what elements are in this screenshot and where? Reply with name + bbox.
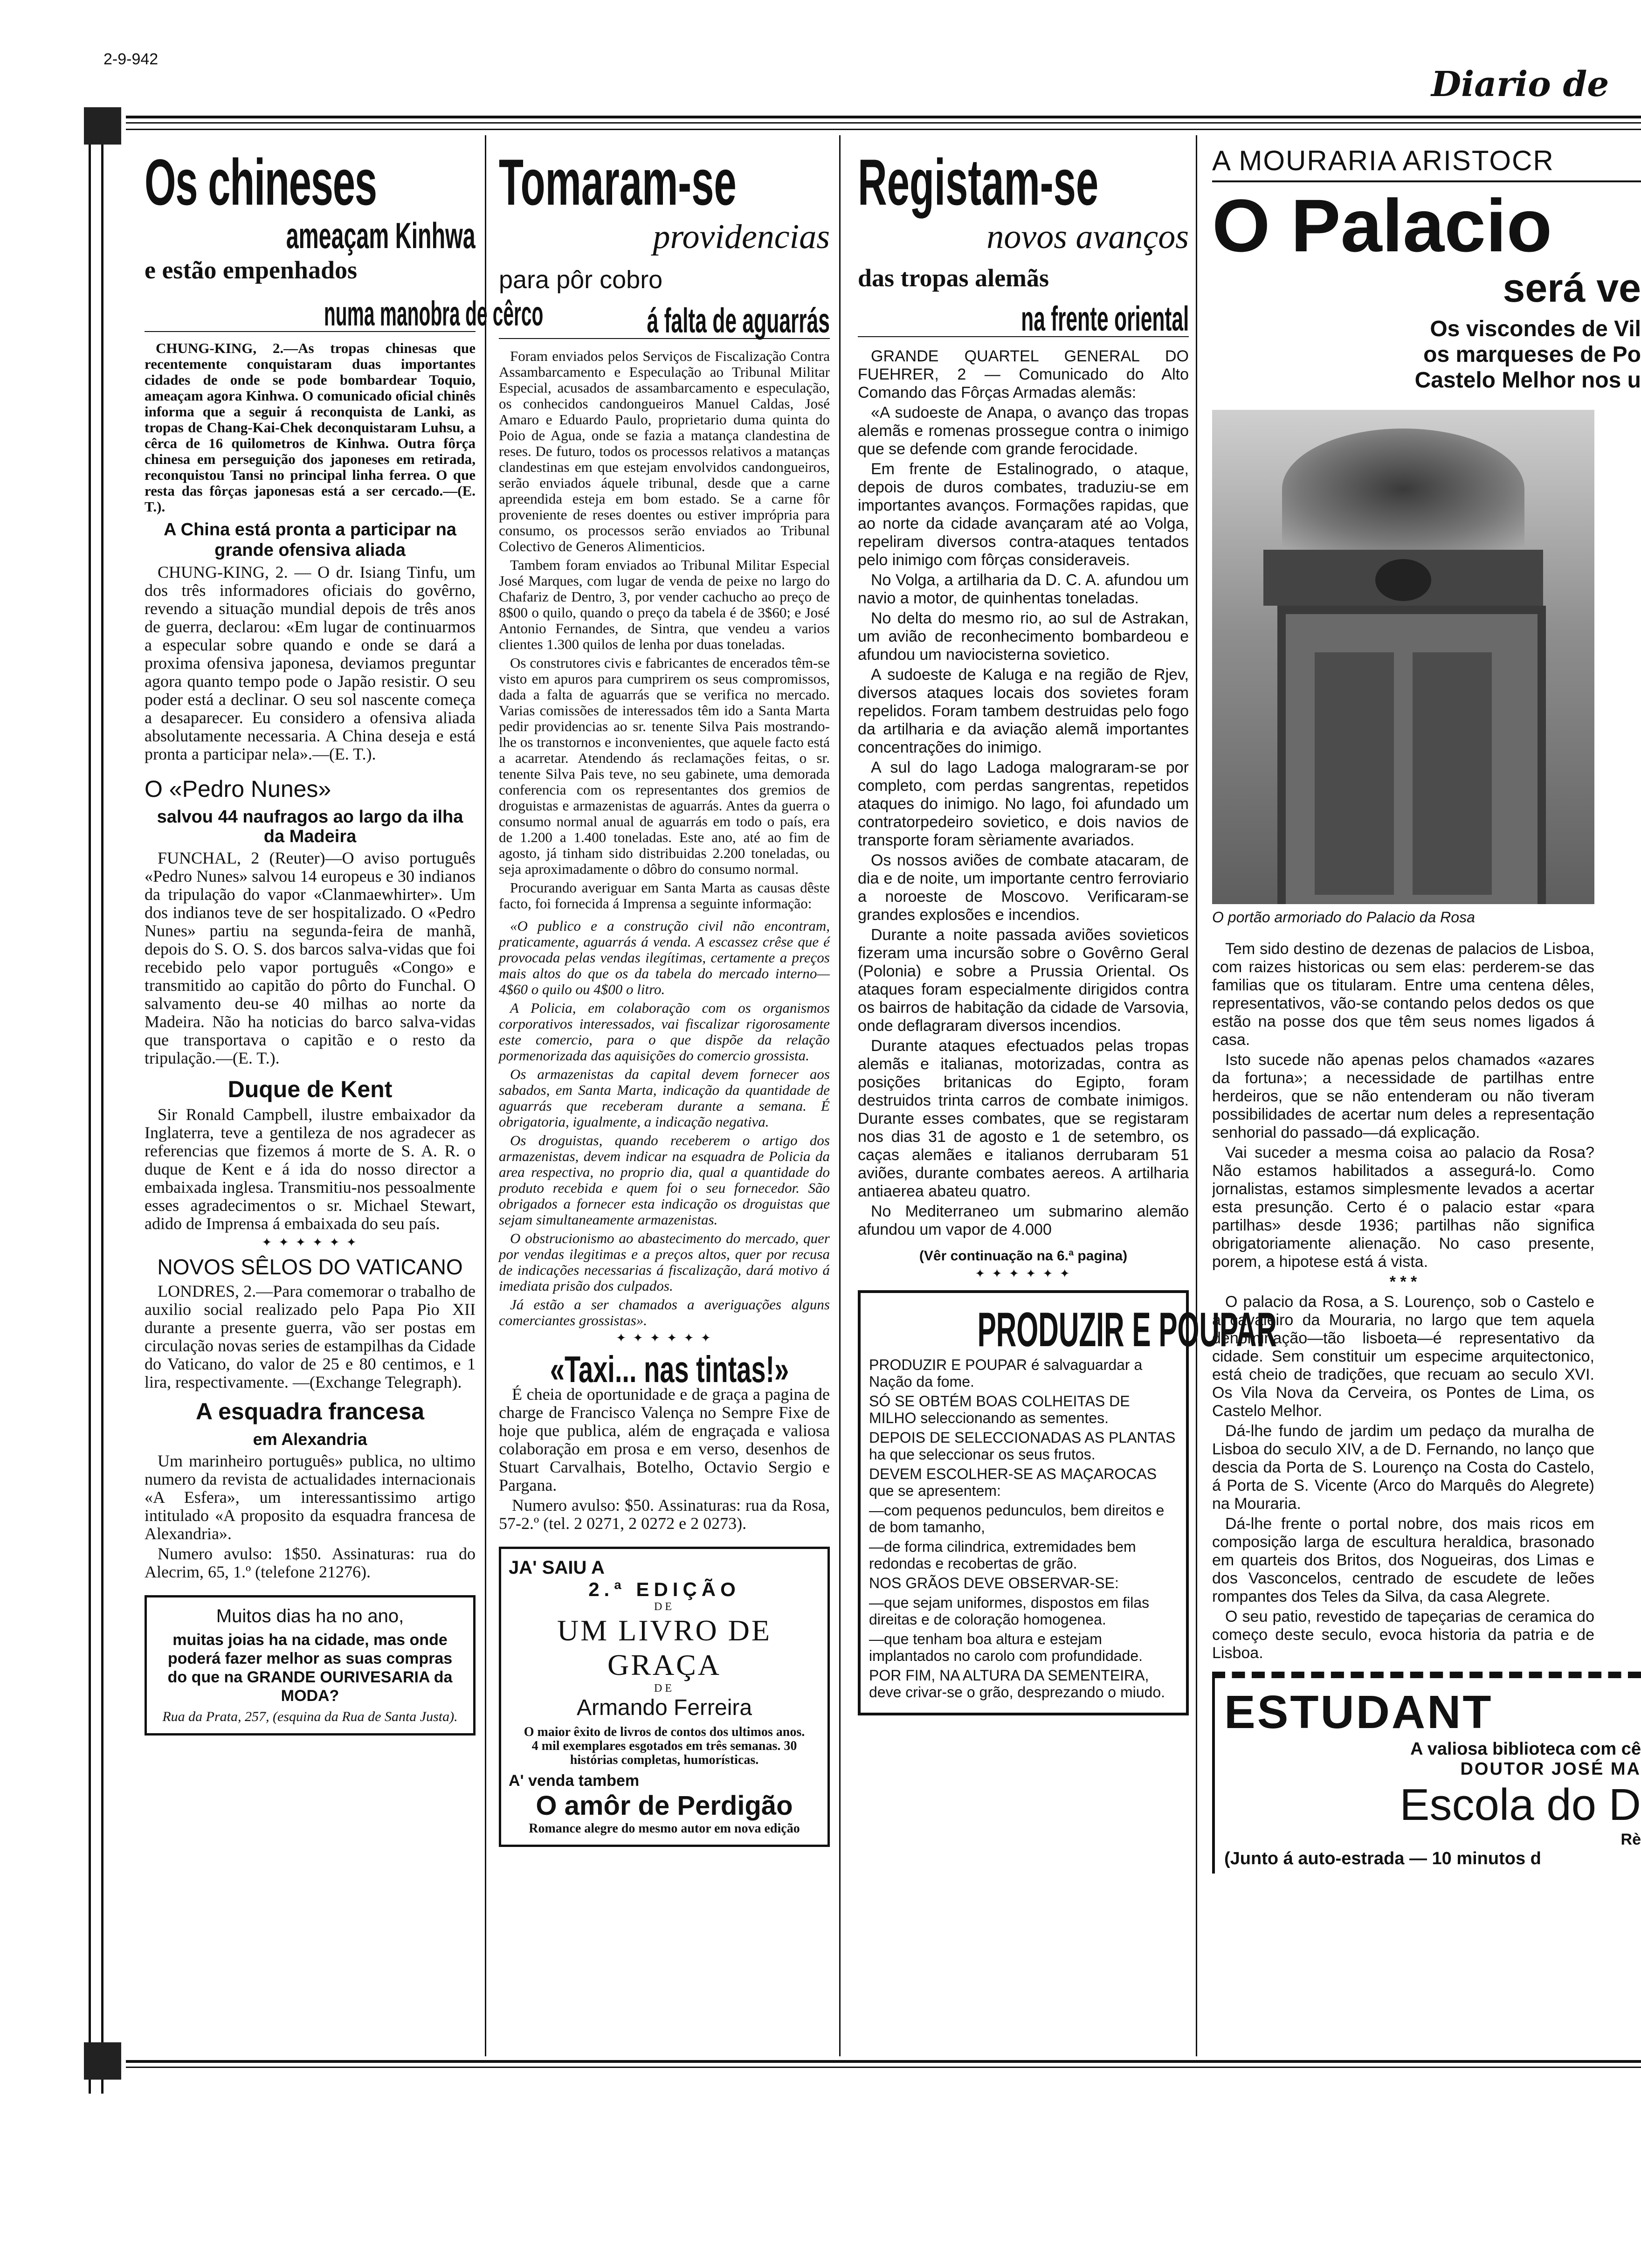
headline-chineses: Os chineses bbox=[145, 145, 377, 219]
palace-gate-photo bbox=[1212, 410, 1594, 904]
continuation-note: (Vêr continuação na 6.ª pagina) bbox=[919, 1248, 1128, 1264]
subhead-frente-oriental: na frente oriental bbox=[858, 299, 1189, 337]
jewelry-ad-line1: Muitos dias ha no ano, bbox=[216, 1606, 404, 1626]
book-ad-author: Armando Ferreira bbox=[576, 1695, 752, 1720]
subhead-providencias: providencias bbox=[653, 218, 830, 256]
book-ad bbox=[499, 1547, 830, 1847]
book-ad-ja-saiu: JA' SAIU A bbox=[509, 1557, 605, 1578]
subhead-empenhados: e estão empenhados bbox=[145, 256, 357, 284]
estudante-ad-heading: ESTUDANT bbox=[1224, 1686, 1493, 1738]
story-pedro-nunes-heading: O «Pedro Nunes» bbox=[145, 776, 331, 802]
subhead-por-cobro: para pôr cobro bbox=[499, 266, 663, 294]
estudante-ad-line3b: Rè bbox=[1620, 1831, 1641, 1848]
taxi-body: É cheia de oportunidade e de graça a pagina de charge de Francisco Valença no Sempre Fixe de hoje que publica, além de engraçada e valiosa colaboração em prosa e em verso, desenhos de Stuart Carvalhais, Botelho, Octavio Sergio e Pargana. Numero avulso: $50. Assinaturas: rua da Rosa, 57-2.º (tel. 2 0271, 2 0272 e 2 0273). bbox=[499, 1385, 830, 1533]
top-rule-2 bbox=[126, 122, 1641, 124]
story-vaticano-heading: NOVOS SÊLOS DO VATICANO bbox=[157, 1255, 463, 1279]
column-rule-1 bbox=[485, 135, 486, 2056]
ornament-divider: ✦ ✦ ✦ ✦ ✦ ✦ bbox=[262, 1236, 359, 1249]
aguarras-notice: «O publico e a construção civil não encontram, praticamente, aguarrás á venda. A escassez crêse que é provocada pelas vendas ilegítimas, certamente a preços mais altos do que os da tabela do mercado interno—4$60 o quilo ou 4$00 o litro. A Policia, em colaboração com os organismos corporativos interessados, vai fiscalizar rigorosamente este comercio, para o que dispõe da relação pormenorizada das aquisições do comercio grossista. Os armazenistas da capital devem fornecer aos sabados, em Santa Marta, indicação da quantidade de aguarrás que receberam durante a semana. É obrigatoria, igualmente, a indicação negativa. Os droguistas, quando receberem o artigo dos armazenistas, devem indicar na esquadra de Policia da area respectiva, no proprio dia, qual a quantidade do produto recebida e quem foi o seu fornecedor. São obrigados a fornecer esta indicação os droguistas que sejam simultaneamente armazenistas. O obstrucionismo ao abastecimento do mercado, quer por vendas ilegitimas e a preços altos, quer por recusa de indicações necessarias á fiscalização, dará motivo á imediata prisão dos culpados. Já estão a ser chamados a averiguações alguns comerciantes grossistas». bbox=[499, 918, 830, 1328]
frente-oriental-body: GRANDE QUARTEL GENERAL DO FUEHRER, 2 — Comunicado do Alto Comando das Fôrças Armadas alemãs: «A sudoeste de Anapa, o avanço das tropas alemãs e romenas prossegue contra o inimigo que se defende com grande ferocidade. Em frente de Estalinogrado, o ataque, depois de duros combates, traduziu-se em importantes avanços. Formações rapidas, que ao norte da cidade avançaram até ao Volga, repeliram diversos contra-ataques tentados pelo inimigo com fôrças consideraveis. No Volga, a artilharia da D. C. A. afundou um navio a motor, de quinhentas toneladas. No delta do mesmo rio, ao sul de Astrakan, um avião de reconhecimento bombardeou e afundou um naviocisterna sovietico. A sudoeste de Kaluga e na região de Rjev, diversos ataques locais dos sovietes foram repelidos. Foram tambem destruidas pelo fogo da artilharia e da aviação alemã importantes concentrações do inimigo. A sul do lago Ladoga malograram-se por completo, com perdas sangrentas, repetidos ataques do inimigo. No lago, foi afundado um contratorpedeiro sovietico, e dois navios de transporte foram sèriamente avariados. Os nossos aviões de combate atacaram, de dia e de noite, um importante centro ferroviario a noroeste de Moscovo. Verificaram-se grandes explosões e incendios. Durante a noite passada aviões sovieticos fizeram uma incursão sobre o Govêrno Geral (Polonia) e sobre a Prussia Oriental. Os ataques foram especialmente dirigidos contra os bairros de habitação da cidade de Varsovia, onde deflagraram diversos incendios. Durante ataques efectuados pelas tropas alemãs e italianas, motorizadas, contra as posições britanicas do Egipto, foram destruidos trinta carros de combate inimigos. Durante esses combates, que se registaram nos dias 31 de agosto e 1 de setembro, os caças alemães e italianos derrubaram 51 aviões, durante combates aereos. A artilharia antiaerea abateu quatro. No Mediterraneo um submarino alemão afundou um vapor de 4.000 bbox=[858, 347, 1189, 1238]
story-duque-kent-heading: Duque de Kent bbox=[228, 1076, 393, 1102]
photo-caption: O portão armoriado do Palacio da Rosa bbox=[1212, 909, 1475, 926]
story-china-heading: A China está pronta a participar na grande ofensiva aliada bbox=[164, 520, 456, 560]
top-rule-1 bbox=[126, 116, 1641, 118]
bottom-rule-2 bbox=[126, 2067, 1641, 2068]
kicker-rule bbox=[1212, 180, 1641, 182]
deck-marqueses: os marqueses de Po bbox=[1423, 342, 1641, 367]
palacio-body: Tem sido destino de dezenas de palacios de Lisboa, com raizes historicas ou sem elas: perderem-se das familias que os titularam. Entre uma centena dêles, representativos, vão-se contando pelos dedos os que estão na posse dos que têm seus nomes ligados á casa. Isto sucede não apenas pelos chamados «azares da fortuna»; a necessidade de partilhas entre herdeiros, que se não entenderam ou não tiveram possibilidades de acertar num deles a representação senhorial do passado—dá explicação. Vai suceder a mesma coisa ao palacio da Rosa? Não estamos habilitados a assegurá-lo. Como jornalistas, estamos simplesmente levados a acertar esta presunção. Certo é o palacio estar «para partilhas» desde 1936; partilhas não significa obrigatoriamente alienação. No caso presente, porem, a hipotese está á vista. * * * O palacio da Rosa, a S. Lourenço, sob o Castelo e a cavaleiro da Mouraria, no largo que tem aquela denominação—tão lisboeta—é representativo da cidade. Sem constituir um especime arquitectonico, está cheio de tradições, que recuam ao seculo XVI. Os Vila Nova da Cerveira, os Pontes de Lima, os Castelo Melhor. Dá-lhe fundo de jardim um pedaço da muralha de Lisboa do seculo XIV, a de D. Fernando, no lanço que descia da Porta de S. Lourenço na Costa do Castelo, á Porta de S. Vicente (Arco do Marquês do Alegrete) na Mouraria. Dá-lhe frente o portal nobre, dos mais ricos em composição larga de escultura heraldica, brasonado em quarteis dos Britos, dos Nogueiras, dos Limas e dos Vasconcelos, centrado de escudete de leões rompantes dos Teles da Silva, da casa Alegrete. O seu patio, revestido de tapeçarias de ceramica do começo deste seculo, evoca historia da patria e de Lisboa. bbox=[1212, 940, 1594, 1662]
book-ad-desc2: Romance alegre do mesmo autor em nova edição bbox=[529, 1821, 800, 1836]
estudante-ad bbox=[1212, 1672, 1641, 1874]
story-pedro-nunes-body: FUNCHAL, 2 (Reuter)—O aviso português «Pedro Nunes» salvou 14 europeus e 30 indianos da tripulação do vapor «Clanmaewhirter». Um dos indianos teve de ser hospitalizado. O «Pedro Nunes» partiu na segunda-feira de manhã, depois do S. O. S. dos barcos salva-vidas que foi recebido pelo vapor português «Congo» e transmitido ao capitão do pôrto do Funchal. O salvamento deu-se 40 milhas ao norte da Madeira. Não ha noticias do barco salva-vidas que transportava o capitão e o resto da tripulação.—(E. T.). bbox=[145, 849, 476, 1067]
book-ad-desc: O maior êxito de livros de contos dos ultimos anos. 4 mil exemplares esgotados em três semanas. 30 histórias completas, humorísticas. bbox=[524, 1725, 805, 1767]
column-rule-3 bbox=[1196, 135, 1197, 2056]
produzir-poupar-box bbox=[858, 1290, 1277, 1715]
subhead-novos-avancos: novos avanços bbox=[986, 218, 1189, 256]
produzir-poupar-body: PRODUZIR E POUPAR é salvaguardar a Nação da fome. SÓ SE OBTÉM BOAS COLHEITAS DE MILHO seleccionando as sementes. DEPOIS DE SELECCIONADAS AS PLANTAS ha que seleccionar os seus frutos. DEVEM ESCOLHER-SE AS MAÇAROCAS que se apresentem: —com pequenos pedunculos, bem direitos e de bom tamanho, —de forma cilindrica, extremidades bem redondas e recobertas de grão. NOS GRÃOS DEVE OBSERVAR-SE: —que sejam uniformes, dispostos em filas direitas e de coloração homogenea. —que tenham boa altura e estejam implantados no carolo com profundidade. POR FIM, NA ALTURA DA SEMENTEIRA, deve crivar-se o grão, desprezando o miudo. bbox=[869, 1356, 1176, 1701]
left-margin-bar bbox=[89, 112, 103, 2094]
estudante-ad-line3: Escola do D bbox=[1400, 1780, 1641, 1830]
aguarras-body: Foram enviados pelos Serviços de Fiscalização Contra Assambarcamento e Especulação ao Tribunal Militar Especial, acusados de assambarcamento e especulação, os conhecidos candongueiros Manuel Caldas, José Amaro e Eduardo Paulo, proprietario duma quinta do Poio de Agua, onde se fazia a matança clandestina de reses. De futuro, todos os processos relativos a matanças clandestinas em que estejam envolvidos candongueiros, serão enviados áquele tribunal, desde que a carne apreendida esteja em bom estado. Se a carne fôr proveniente de reses doentes ou estiver imprópria para consumo, os processos serão enviados ao Tribunal Colectivo de Generos Alimenticios. Tambem foram enviados ao Tribunal Militar Especial José Marques, com lugar de venda de peixe no largo do Chafariz de Dentro, 3, por vender cachucho ao preço de 8$00 o quilo, quando o preço da tabela é de 3$60; e José Antonio Fernandes, de Sintra, que vendeu a varios clientes 1.300 quilos de lenha por duas toneladas. Os construtores civis e fabricantes de encerados têm-se visto em apuros para cumprirem os seus compromissos, dada a falta de aguarrás que se verifica no mercado. Varias comissões de interessados têm ido a Santa Marta pedir providencias ao sr. tenente Silva Pais mostrando-lhe os transtornos e inconvenientes, que aquele facto está a acarretar. Atendendo ás reclamações feitas, o sr. tenente Silva Pais teve, no seu gabinete, uma demorada conferencia com os representantes dos gremios de droguistas e armazenistas de aguarrás. Antes da guerra o consumo normal anual de aguarrás em todo o país, era de 1.200 a 1.400 toneladas. Este ano, até ao fim de agosto, já tinham sido distribuidas 2.200 toneladas, ou seja aproximadamente o dôbro do consumo normal. Procurando averiguar em Santa Marta as causas dêste facto, foi fornecida á Imprensa a seguinte informação: bbox=[499, 348, 830, 912]
column-4 bbox=[1212, 145, 1641, 1874]
story-chineses-body: CHUNG-KING, 2.—As tropas chinesas que recentemente conquistaram duas importantes cidades de onde se pode bombardear Toquio, ameaçam agora Kinhwa. O comunicado oficial chinês informa que a seguir á reconquista de Lanki, as tropas de Chang-Kai-Chek deconquistaram Luhsu, a cêrca de 16 quilometros de Kinhwa. Outra fôrça chinesa em perseguição dos japoneses em retirada, reconquistou Tansi no principal linha ferrea. O que resta das fôrças japonesas está a ser cercado.—(E. T.). bbox=[145, 340, 476, 515]
bottom-rule-1 bbox=[126, 2060, 1641, 2063]
newspaper-name: Diario de bbox=[1431, 64, 1609, 104]
jewelry-ad-address: Rua da Prata, 257, (esquina da Rua de Santa Justa). bbox=[162, 1709, 458, 1724]
story-esquadra-subhead: em Alexandria bbox=[253, 1430, 367, 1449]
estudante-ad-line4: (Junto á auto-estrada — 10 minutos d bbox=[1224, 1849, 1541, 1868]
book-ad-de2: DE bbox=[654, 1682, 675, 1694]
story-duque-kent-body: Sir Ronald Campbell, ilustre embaixador da Inglaterra, teve a gentileza de nos agradecer as referencias que fizemos á morte de S. A. R. o duque de Kent e á ida do nosso director a embaixada inglesa. Transmitiu-nos pessoalmente esses agradecimentos o sr. Michael Stewart, adido de Imprensa á embaixada do seu país. bbox=[145, 1105, 476, 1233]
jewelry-ad bbox=[145, 1595, 476, 1736]
subhead-ameacam: ameaçam Kinhwa bbox=[286, 215, 476, 256]
story-esquadra-heading: A esquadra francesa bbox=[195, 1398, 425, 1424]
headline-registam: Registam-se bbox=[858, 145, 1099, 219]
estudante-ad-line1: A valiosa biblioteca com cê bbox=[1410, 1739, 1641, 1759]
book-ad-venda: A' venda tambem bbox=[509, 1772, 640, 1790]
subhead-manobra: numa manobra de cêrco bbox=[145, 294, 476, 332]
jewelry-ad-line2: muitas joias ha na cidade, mas onde poderá fazer melhor as suas compras do que na GRANDE OURIVESARIA da MODA? bbox=[167, 1631, 453, 1705]
deck-castelo-melhor: Castelo Melhor nos u bbox=[1414, 368, 1641, 393]
estudante-ad-line2: DOUTOR JOSÉ MA bbox=[1460, 1759, 1641, 1779]
subhead-tropas-alemas: das tropas alemãs bbox=[858, 264, 1049, 292]
book-ad-edicao: 2.ª EDIÇÃO bbox=[588, 1578, 740, 1600]
headline-palacio: O Palacio bbox=[1212, 184, 1552, 267]
book-ad-title2: O amôr de Perdigão bbox=[536, 1791, 793, 1821]
ornament-divider: ✦ ✦ ✦ ✦ ✦ ✦ bbox=[975, 1267, 1072, 1280]
story-pedro-nunes-subhead: salvou 44 naufragos ao largo da ilha da Madeira bbox=[157, 807, 463, 846]
story-vaticano-body: LONDRES, 2.—Para comemorar o trabalho de auxilio social realizado pelo Papa Pio XII durante a presente guerra, vão ser postas em circulação novas series de estampilhas da Cidade do Vaticano, do valor de 25 e 80 centimos, e 1 lira, respectivamente. —(Exchange Telegraph). bbox=[145, 1282, 476, 1391]
kicker-mouraria: A MOURARIA ARISTOCR bbox=[1212, 145, 1554, 176]
binding-mark-top bbox=[84, 107, 121, 145]
page-date: 2-9-942 bbox=[103, 50, 159, 68]
story-esquadra-body: Um marinheiro português» publica, no ultimo numero da revista de actualidades internacionais «A Esfera», um interessantissimo artigo intitulado «A proposito da esquadra francesa de Alexandria». Numero avulso: 1$50. Assinaturas: rua do Alecrim, 65, 1.º (telefone 21276). bbox=[145, 1452, 476, 1581]
column-3 bbox=[858, 145, 1277, 1715]
column-2 bbox=[499, 145, 830, 1847]
top-rule-3 bbox=[126, 129, 1641, 130]
ornament-divider: ✦ ✦ ✦ ✦ ✦ ✦ bbox=[616, 1331, 713, 1345]
book-ad-title: UM LIVRO DE GRAÇA bbox=[557, 1614, 772, 1681]
subhead-aguarras: á falta de aguarrás bbox=[499, 301, 830, 339]
book-ad-de: DE bbox=[654, 1601, 675, 1613]
story-china-body: CHUNG-KING, 2. — O dr. Isiang Tinfu, um dos três informadores oficiais do govêrno, revendo a situação mundial depois de três anos de guerra, declarou: «Em lugar de continuarmos a especular sobre quando e onde se dará a proxima ofensiva japonesa, deviamos preguntar agora quanto tempo pode o Japão resistir. O seu poder está a declinar. O seu sol nascente começa a desaparecer. Eu considero a ofensiva aliada absolutamente necessaria. A China deseja e está pronta a participar nela».—(E. T.). bbox=[145, 563, 476, 763]
headline-tomaram: Tomaram-se bbox=[499, 145, 737, 219]
column-1 bbox=[145, 145, 544, 1736]
deck-viscondes: Os viscondes de Vil bbox=[1430, 317, 1641, 341]
subhead-sera-vendido: será ve bbox=[1503, 266, 1641, 311]
binding-mark-bottom bbox=[84, 2042, 121, 2080]
column-rule-2 bbox=[839, 135, 841, 2056]
taxi-heading: «Taxi... nas tintas!» bbox=[550, 1348, 789, 1390]
produzir-poupar-heading: PRODUZIR E POUPAR bbox=[977, 1303, 1277, 1357]
